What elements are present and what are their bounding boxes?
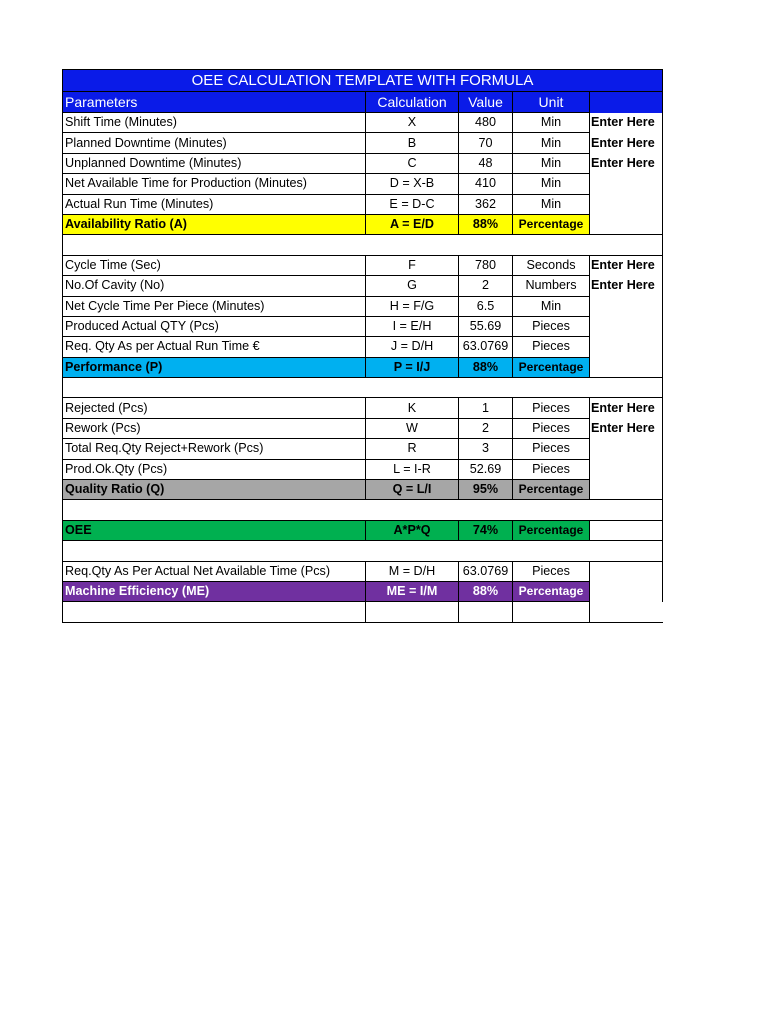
calc-cell[interactable]: Q = L/I	[366, 480, 459, 500]
table-row	[63, 174, 663, 194]
table-row	[63, 439, 663, 459]
calc-cell[interactable]: G	[366, 276, 459, 296]
empty-cell	[590, 602, 663, 622]
empty-row	[63, 602, 663, 622]
unit-cell[interactable]: Pieces	[513, 459, 590, 479]
param-cell[interactable]: Actual Run Time (Minutes)	[63, 194, 366, 214]
blank-cell	[590, 439, 663, 459]
unit-cell[interactable]: Pieces	[513, 561, 590, 581]
separator-row	[63, 235, 663, 255]
value-cell[interactable]: 3	[459, 439, 513, 459]
table-row	[63, 337, 663, 357]
param-cell[interactable]: Rework (Pcs)	[63, 418, 366, 438]
unit-cell[interactable]: Min	[513, 174, 590, 194]
param-cell[interactable]: Performance (P)	[63, 357, 366, 377]
param-cell[interactable]: No.Of Cavity (No)	[63, 276, 366, 296]
blank-cell	[590, 520, 663, 540]
blank-cell	[590, 214, 663, 234]
param-cell[interactable]: Total Req.Qty Reject+Rework (Pcs)	[63, 439, 366, 459]
performance-ratio-row	[63, 357, 663, 377]
table-title: OEE CALCULATION TEMPLATE WITH FORMULA	[63, 70, 663, 92]
param-cell[interactable]: Rejected (Pcs)	[63, 398, 366, 418]
enter-here-note: Enter Here	[590, 255, 663, 275]
value-cell[interactable]: 480	[459, 113, 513, 133]
enter-here-note: Enter Here	[590, 398, 663, 418]
param-cell[interactable]: Req.Qty As Per Actual Net Available Time (Pcs)	[63, 561, 366, 581]
param-cell[interactable]: Quality Ratio (Q)	[63, 480, 366, 500]
blank-cell	[590, 480, 663, 500]
param-cell[interactable]: Produced Actual QTY (Pcs)	[63, 316, 366, 336]
param-cell[interactable]: Planned Downtime (Minutes)	[63, 133, 366, 153]
empty-cell[interactable]	[459, 602, 513, 622]
value-cell[interactable]: 88%	[459, 214, 513, 234]
empty-cell[interactable]	[63, 602, 366, 622]
blank-cell	[590, 357, 663, 377]
quality-ratio-row	[63, 480, 663, 500]
header-unit: Unit	[513, 92, 590, 113]
separator-row	[63, 500, 663, 520]
table-row	[63, 133, 663, 153]
value-cell[interactable]: 2	[459, 276, 513, 296]
enter-here-note: Enter Here	[590, 276, 663, 296]
oee-table	[62, 69, 663, 623]
unit-cell[interactable]: Min	[513, 194, 590, 214]
value-cell[interactable]: 1	[459, 398, 513, 418]
unit-cell[interactable]: Pieces	[513, 398, 590, 418]
param-cell[interactable]: Shift Time (Minutes)	[63, 113, 366, 133]
calc-cell[interactable]: I = E/H	[366, 316, 459, 336]
table-row	[63, 459, 663, 479]
unit-cell[interactable]: Percentage	[513, 480, 590, 500]
separator-cell	[63, 378, 663, 398]
unit-cell[interactable]: Pieces	[513, 337, 590, 357]
unit-cell[interactable]: Seconds	[513, 255, 590, 275]
calc-cell[interactable]: A*P*Q	[366, 520, 459, 540]
param-cell[interactable]: Unplanned Downtime (Minutes)	[63, 153, 366, 173]
blank-cell	[590, 316, 663, 336]
table-row	[63, 194, 663, 214]
value-cell[interactable]: 63.0769	[459, 561, 513, 581]
unit-cell[interactable]: Percentage	[513, 581, 590, 601]
table-row	[63, 316, 663, 336]
blank-cell	[590, 174, 663, 194]
value-cell[interactable]: 780	[459, 255, 513, 275]
param-cell[interactable]: Cycle Time (Sec)	[63, 255, 366, 275]
blank-cell	[590, 581, 663, 601]
unit-cell[interactable]: Numbers	[513, 276, 590, 296]
table-row	[63, 153, 663, 173]
header-parameters: Parameters	[63, 92, 366, 113]
blank-cell	[590, 561, 663, 581]
value-cell[interactable]: 410	[459, 174, 513, 194]
param-cell[interactable]: Prod.Ok.Qty (Pcs)	[63, 459, 366, 479]
header-blank-cell	[590, 92, 663, 113]
calc-cell[interactable]: ME = I/M	[366, 581, 459, 601]
calc-cell[interactable]: F	[366, 255, 459, 275]
param-cell[interactable]: Availability Ratio (A)	[63, 214, 366, 234]
table-row	[63, 255, 663, 275]
blank-cell	[590, 459, 663, 479]
unit-cell[interactable]: Min	[513, 153, 590, 173]
param-cell[interactable]: Net Available Time for Production (Minutes)	[63, 174, 366, 194]
table-row	[63, 398, 663, 418]
table-row	[63, 296, 663, 316]
unit-cell[interactable]: Pieces	[513, 316, 590, 336]
separator-row	[63, 541, 663, 561]
calc-cell[interactable]: X	[366, 113, 459, 133]
separator-row	[63, 378, 663, 398]
unit-cell[interactable]: Pieces	[513, 439, 590, 459]
value-cell[interactable]: 48	[459, 153, 513, 173]
machine-efficiency-row	[63, 581, 663, 601]
header-value: Value	[459, 92, 513, 113]
enter-here-note: Enter Here	[590, 133, 663, 153]
unit-cell[interactable]: Percentage	[513, 520, 590, 540]
empty-cell[interactable]	[513, 602, 590, 622]
unit-cell[interactable]: Min	[513, 133, 590, 153]
enter-here-note: Enter Here	[590, 418, 663, 438]
empty-cell[interactable]	[366, 602, 459, 622]
calc-cell[interactable]: W	[366, 418, 459, 438]
table-row	[63, 113, 663, 133]
separator-cell	[63, 541, 663, 561]
value-cell[interactable]: 70	[459, 133, 513, 153]
calc-cell[interactable]: L = I-R	[366, 459, 459, 479]
separator-cell	[63, 500, 663, 520]
table-row	[63, 276, 663, 296]
param-cell[interactable]: OEE	[63, 520, 366, 540]
calc-cell[interactable]: K	[366, 398, 459, 418]
param-cell[interactable]: Machine Efficiency (ME)	[63, 581, 366, 601]
oee-row	[63, 520, 663, 540]
value-cell[interactable]: 88%	[459, 357, 513, 377]
enter-here-note: Enter Here	[590, 153, 663, 173]
table-row	[63, 418, 663, 438]
separator-cell	[63, 235, 663, 255]
calc-cell[interactable]: D = X-B	[366, 174, 459, 194]
value-cell[interactable]: 362	[459, 194, 513, 214]
value-cell[interactable]: 55.69	[459, 316, 513, 336]
value-cell[interactable]: 95%	[459, 480, 513, 500]
availability-ratio-row	[63, 214, 663, 234]
calc-cell[interactable]: C	[366, 153, 459, 173]
calc-cell[interactable]: H = F/G	[366, 296, 459, 316]
blank-cell	[590, 296, 663, 316]
value-cell[interactable]: 2	[459, 418, 513, 438]
unit-cell[interactable]: Min	[513, 113, 590, 133]
blank-cell	[590, 194, 663, 214]
calc-cell[interactable]: M = D/H	[366, 561, 459, 581]
calc-cell[interactable]: P = I/J	[366, 357, 459, 377]
value-cell[interactable]: 88%	[459, 581, 513, 601]
header-calculation: Calculation	[366, 92, 459, 113]
unit-cell[interactable]: Min	[513, 296, 590, 316]
value-cell[interactable]: 63.0769	[459, 337, 513, 357]
calc-cell[interactable]: B	[366, 133, 459, 153]
blank-cell	[590, 337, 663, 357]
table-row	[63, 561, 663, 581]
value-cell[interactable]: 74%	[459, 520, 513, 540]
value-cell[interactable]: 6.5	[459, 296, 513, 316]
value-cell[interactable]: 52.69	[459, 459, 513, 479]
calc-cell[interactable]: E = D-C	[366, 194, 459, 214]
unit-cell[interactable]: Pieces	[513, 418, 590, 438]
unit-cell[interactable]: Percentage	[513, 357, 590, 377]
calc-cell[interactable]: A = E/D	[366, 214, 459, 234]
oee-spreadsheet	[62, 69, 663, 623]
unit-cell[interactable]: Percentage	[513, 214, 590, 234]
calc-cell[interactable]: J = D/H	[366, 337, 459, 357]
param-cell[interactable]: Req. Qty As per Actual Run Time €	[63, 337, 366, 357]
enter-here-note: Enter Here	[590, 113, 663, 133]
calc-cell[interactable]: R	[366, 439, 459, 459]
param-cell[interactable]: Net Cycle Time Per Piece (Minutes)	[63, 296, 366, 316]
